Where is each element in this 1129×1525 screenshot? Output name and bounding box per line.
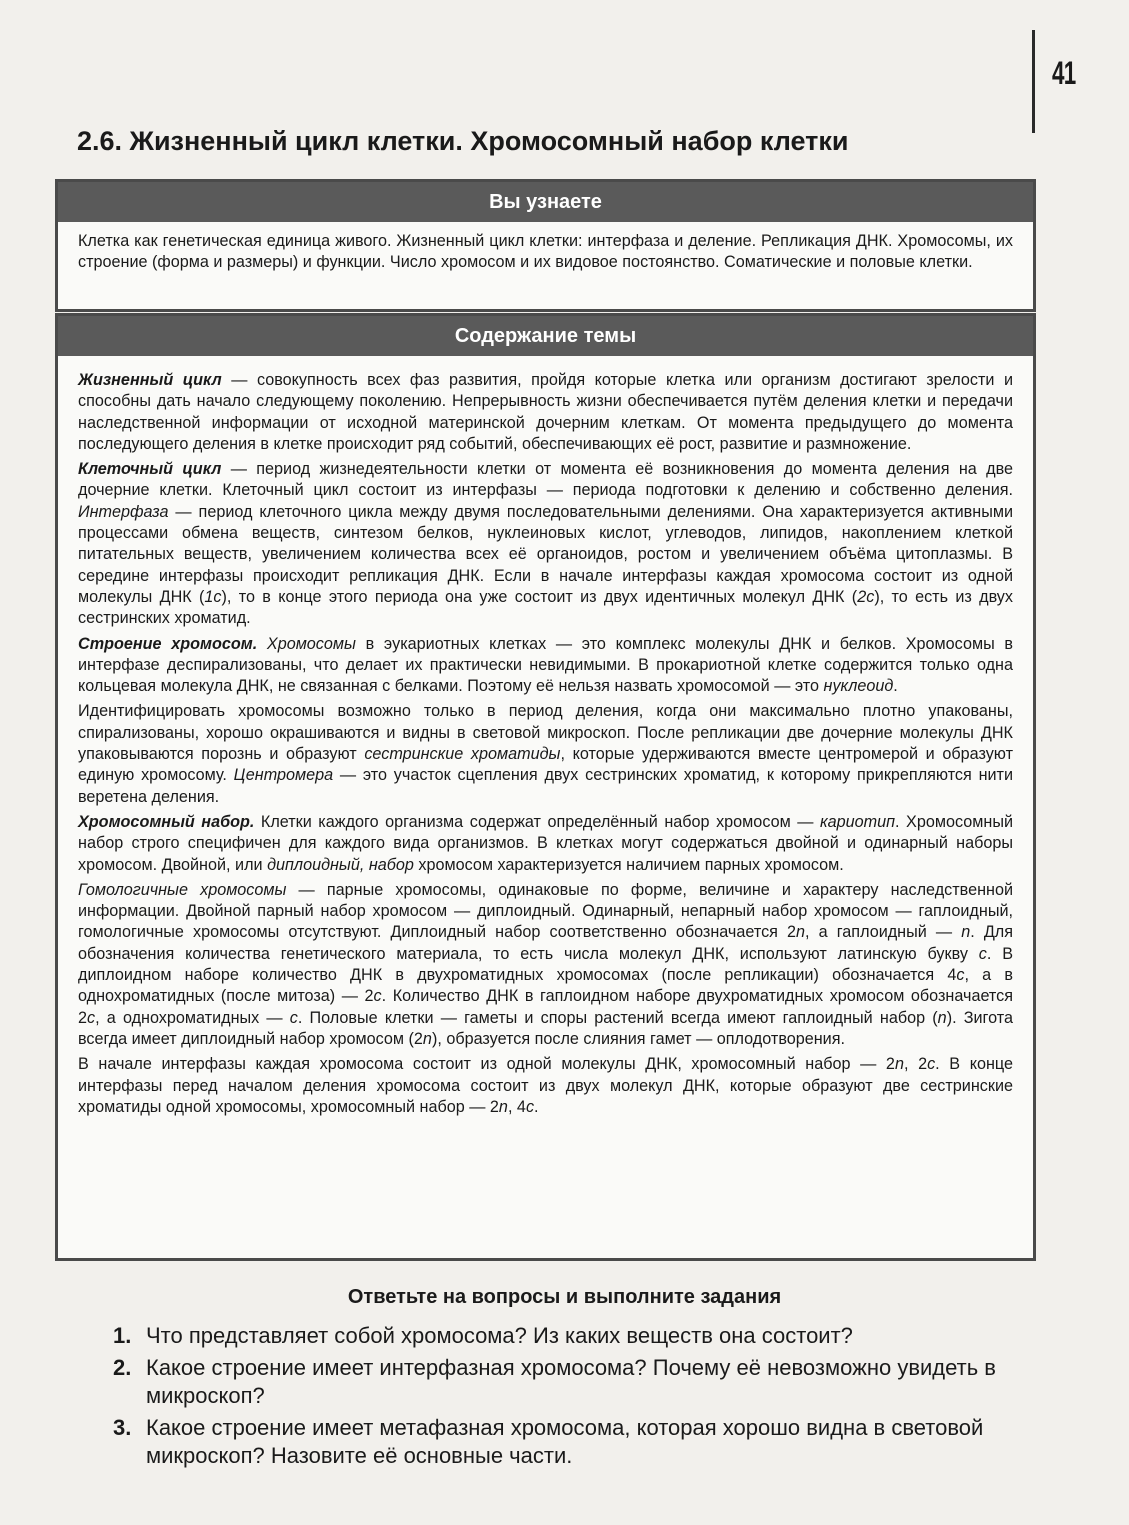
question-number: 2. xyxy=(113,1355,132,1380)
term: Гомологичные хромосомы xyxy=(78,880,287,899)
formula: c xyxy=(87,1008,96,1027)
content-heading: Содержание темы xyxy=(58,316,1033,356)
term: кариотип xyxy=(819,812,896,831)
formula: c xyxy=(525,1097,535,1116)
question-item xyxy=(113,1414,1043,1470)
formula: n xyxy=(498,1097,508,1116)
text: Идентифицировать хромосомы возможно только в период деления, когда они максимально плотно упакованы, спирализованы, хорошо окрашиваются и видны в световой микроскоп. После репликации две дочерние молекулы ДНК упаковываются порознь и образуют xyxy=(78,702,1013,764)
text: хромосом характеризуется наличием парных хромосом. xyxy=(413,855,844,874)
text: . В конце интерфазы перед началом деления хромосома состоит из двух молекул ДНК, которые образуют две сестринские хроматиды одной хромосомы, хромосомный набор — 2 xyxy=(78,1055,1013,1116)
formula: n xyxy=(422,1029,432,1048)
text: , которые удерживаются вместе центромерой и образуют единую хромосому. xyxy=(78,745,1014,785)
formula: n xyxy=(961,923,971,942)
formula: n xyxy=(796,923,806,942)
term: Жизненный цикл xyxy=(78,371,222,389)
learn-text xyxy=(58,222,1033,274)
question-number: 1. xyxy=(113,1323,132,1348)
formula: c xyxy=(978,944,987,963)
term: Хромосомный набор. xyxy=(78,812,255,831)
page-number: 41 xyxy=(1052,55,1076,91)
term: Клеточный цикл xyxy=(78,460,222,479)
formula: c xyxy=(956,966,965,985)
formula: c xyxy=(927,1055,936,1074)
paragraph-cell-cycle xyxy=(78,459,1013,629)
question-number: 3. xyxy=(113,1415,132,1440)
text: — период жизнедеятельности клетки от момента её возникновения до момента деления на две дочерние клетки. Клеточный цикл состоит из интерфазы — периода подготовки к делению и собственно деления. xyxy=(78,460,1013,500)
term: Хромосомы xyxy=(266,634,356,653)
text: — период клеточного цикла между двумя последовательными делениями. Она характеризуется активными процессами обмена веществ, синтезом белков, нуклеиновых кислот, углеводов, липидов, накоплением клеткой питательных веществ, увеличением количества всех её органоидов, ростом и увеличением объёма цитоплазмы. В середине интерфазы происходит репликация ДНК. Если в начале интерфазы каждая хромосома состоит из одной молекулы ДНК ( xyxy=(78,502,1013,606)
formula: n xyxy=(894,1055,904,1074)
text: — это участок сцепления двух сестринских хроматид, к которому прикрепляются нити веретена деления. xyxy=(78,766,1014,806)
section-title: 2.6. Жизненный цикл клетки. Хромосомный набор клетки xyxy=(77,126,849,156)
questions-list xyxy=(113,1322,1043,1474)
term: диплоидный, набор xyxy=(267,855,414,874)
learn-box xyxy=(55,179,1036,312)
text: , 2 xyxy=(903,1055,928,1074)
text: , а однохроматидных — xyxy=(95,1008,290,1027)
paragraph-identification xyxy=(78,701,1013,807)
text: Клетки каждого организма содержат определённый набор хромосом — xyxy=(254,812,820,831)
text: . Для обозначения количества генетического материала, то есть числа молекул ДНК, используют латинскую букву xyxy=(78,923,1013,963)
text: . Хромосомный набор строго специфичен для каждого вида организмов. В клетках могут содержаться двойной и одинарный наборы хромосом. Двойной, или xyxy=(78,812,1013,874)
term: сестринские хроматиды xyxy=(364,745,561,764)
formula: 2c xyxy=(857,587,875,606)
term: нуклеоид xyxy=(823,677,894,696)
content-body xyxy=(58,356,1033,1118)
content-box xyxy=(55,313,1036,1261)
page-margin-rule xyxy=(1032,30,1035,133)
text: . Половые клетки — гаметы и споры растений всегда имеют гаплоидный набор ( xyxy=(297,1008,938,1027)
formula: c xyxy=(289,1008,298,1027)
text: , а гаплоидный — xyxy=(805,923,962,942)
text: в эукариотных клетках — это комплекс молекулы ДНК и белков. Хромосомы в интерфазе деспирализованы, что делает их практически невидимыми. В прокариотной клетке содержится только одна кольцевая молекула ДНК, не связанная с белками. Поэтому её нельзя назвать хромосомой — это xyxy=(78,634,1013,696)
question-text: Какое строение имеет интерфазная хромосома? Почему её невозможно увидеть в микроскоп? xyxy=(146,1355,996,1408)
term: Интерфаза xyxy=(78,502,169,521)
text: , а в однохроматидных (после митоза) — 2 xyxy=(78,966,1013,1006)
text: . В диплоидном наборе количество ДНК в двухроматидных хромосомах (после репликации) обозначается 4 xyxy=(78,944,1013,985)
paragraph-chromosome-set xyxy=(78,812,1013,876)
text: ), то в конце этого периода она уже состоит из двух идентичных молекул ДНК ( xyxy=(221,587,858,606)
text: . Количество ДНК в гаплоидном наборе двухроматидных хромосом обозначается 2 xyxy=(78,987,1014,1027)
text: , 4 xyxy=(507,1097,526,1116)
question-item xyxy=(113,1354,1043,1410)
paragraph-homologous xyxy=(78,880,1013,1050)
text: В начале интерфазы каждая хромосома состоит из одной молекулы ДНК, хромосомный набор — 2 xyxy=(78,1055,895,1074)
formula: n xyxy=(937,1008,947,1027)
text: — совокупность всех фаз развития, пройдя которые клетка или организм достигают зрелости и способны дать начало следующему поколению. Непрерывность жизни обеспечивается путём деления клетки и передачи наследственной информации от исходной материнской дочерним клеткам. От момента предыдущего до момента последующего деления в клетке происходит ряд событий, обеспечивающих её рост, развитие и размножение. xyxy=(78,371,1013,453)
paragraph-chromosome-structure xyxy=(78,634,1013,698)
questions-heading: Ответьте на вопросы и выполните задания xyxy=(347,1286,782,1308)
text: ), образуется после слияния гамет — оплодотворения. xyxy=(431,1029,845,1048)
text: — парные хромосомы, одинаковые по форме, величине и характеру наследственной информации. Двойной парный набор хромосом — диплоидный. Одинарный, непарный набор хромосом — гаплоидный, гомологичные хромосомы отсутствуют. Диплоидный набор соответственно обозначается 2 xyxy=(78,880,1013,942)
paragraph-life-cycle xyxy=(78,370,1013,455)
paragraph-interphase-set xyxy=(78,1054,1013,1118)
text: . xyxy=(534,1097,539,1116)
learn-paragraph: Клетка как генетическая единица живого. Жизненный цикл клетки: интерфаза и деление. Репликация ДНК. Хромосомы, их строение (форма и размеры) и функции. Число хромосом и их видовое постоянство. Соматические и половые клетки. xyxy=(78,232,1013,272)
term: Строение хромосом. xyxy=(78,634,258,653)
question-text: Какое строение имеет метафазная хромосома, которая хорошо видна в световой микроскоп? Назовите её основные части. xyxy=(146,1415,984,1468)
formula: c xyxy=(373,987,382,1006)
formula: 1c xyxy=(204,587,222,606)
question-text: Что представляет собой хромосома? Из каких веществ она состоит? xyxy=(146,1323,853,1348)
learn-heading: Вы узнаете xyxy=(58,182,1033,222)
term: Центромера xyxy=(233,766,334,785)
question-item xyxy=(113,1322,1043,1350)
text: ). Зигота всегда имеет диплоидный набор хромосом (2 xyxy=(78,1008,1013,1048)
text: . xyxy=(893,677,898,696)
text: ), то есть из двух сестринских хроматид. xyxy=(78,587,1013,628)
